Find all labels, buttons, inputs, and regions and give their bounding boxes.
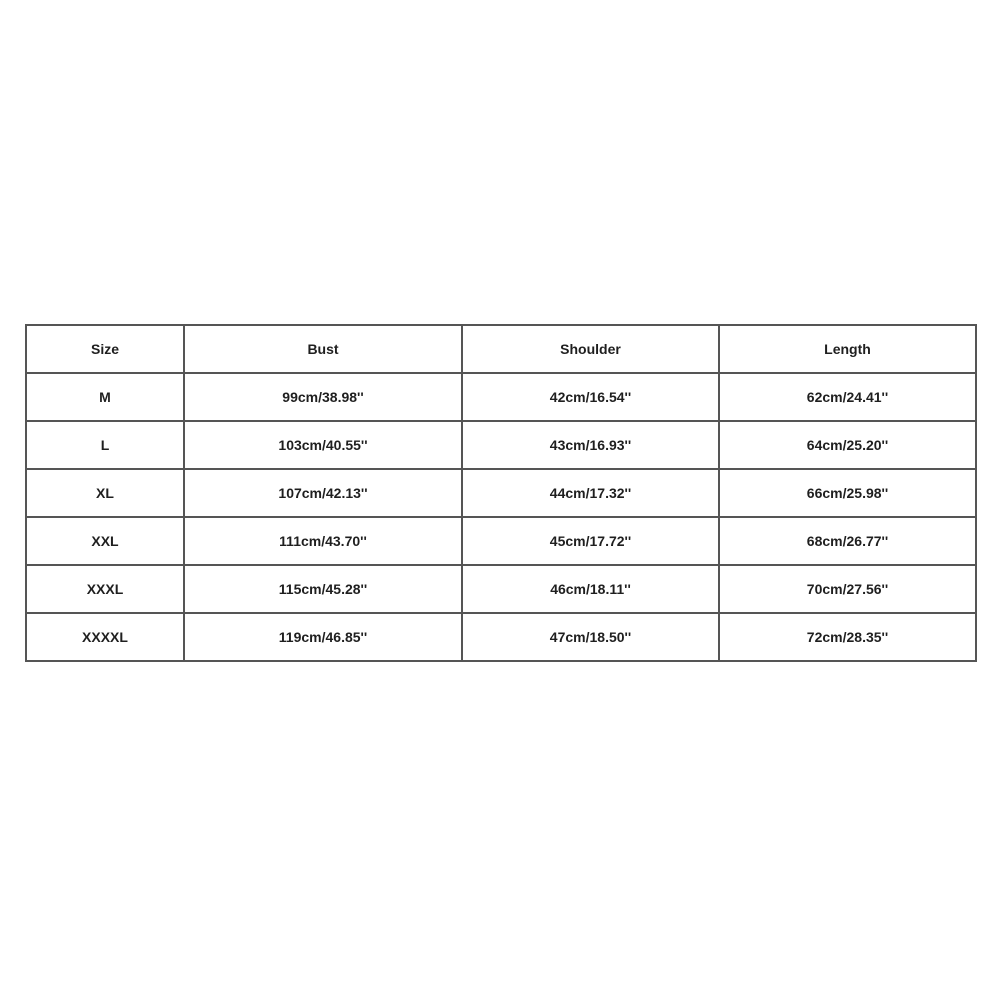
- header-size: Size: [26, 325, 184, 373]
- cell-shoulder: 47cm/18.50'': [462, 613, 719, 661]
- table-row: [26, 613, 976, 661]
- cell-shoulder: 44cm/17.32'': [462, 469, 719, 517]
- table-header-row: [26, 325, 976, 373]
- cell-bust: 115cm/45.28'': [184, 565, 462, 613]
- size-chart-table: [25, 324, 977, 662]
- cell-size: XXL: [26, 517, 184, 565]
- cell-shoulder: 42cm/16.54'': [462, 373, 719, 421]
- table-row: [26, 421, 976, 469]
- table-row: [26, 373, 976, 421]
- cell-size: XL: [26, 469, 184, 517]
- cell-length: 72cm/28.35'': [719, 613, 976, 661]
- cell-size: M: [26, 373, 184, 421]
- cell-shoulder: 46cm/18.11'': [462, 565, 719, 613]
- cell-length: 68cm/26.77'': [719, 517, 976, 565]
- table-row: [26, 469, 976, 517]
- cell-length: 62cm/24.41'': [719, 373, 976, 421]
- header-shoulder: Shoulder: [462, 325, 719, 373]
- cell-size: XXXXL: [26, 613, 184, 661]
- cell-size: L: [26, 421, 184, 469]
- table-row: [26, 517, 976, 565]
- cell-bust: 103cm/40.55'': [184, 421, 462, 469]
- cell-bust: 99cm/38.98'': [184, 373, 462, 421]
- cell-length: 64cm/25.20'': [719, 421, 976, 469]
- cell-size: XXXL: [26, 565, 184, 613]
- header-length: Length: [719, 325, 976, 373]
- cell-shoulder: 45cm/17.72'': [462, 517, 719, 565]
- cell-bust: 111cm/43.70'': [184, 517, 462, 565]
- cell-length: 70cm/27.56'': [719, 565, 976, 613]
- table-row: [26, 565, 976, 613]
- cell-bust: 119cm/46.85'': [184, 613, 462, 661]
- cell-bust: 107cm/42.13'': [184, 469, 462, 517]
- cell-shoulder: 43cm/16.93'': [462, 421, 719, 469]
- header-bust: Bust: [184, 325, 462, 373]
- cell-length: 66cm/25.98'': [719, 469, 976, 517]
